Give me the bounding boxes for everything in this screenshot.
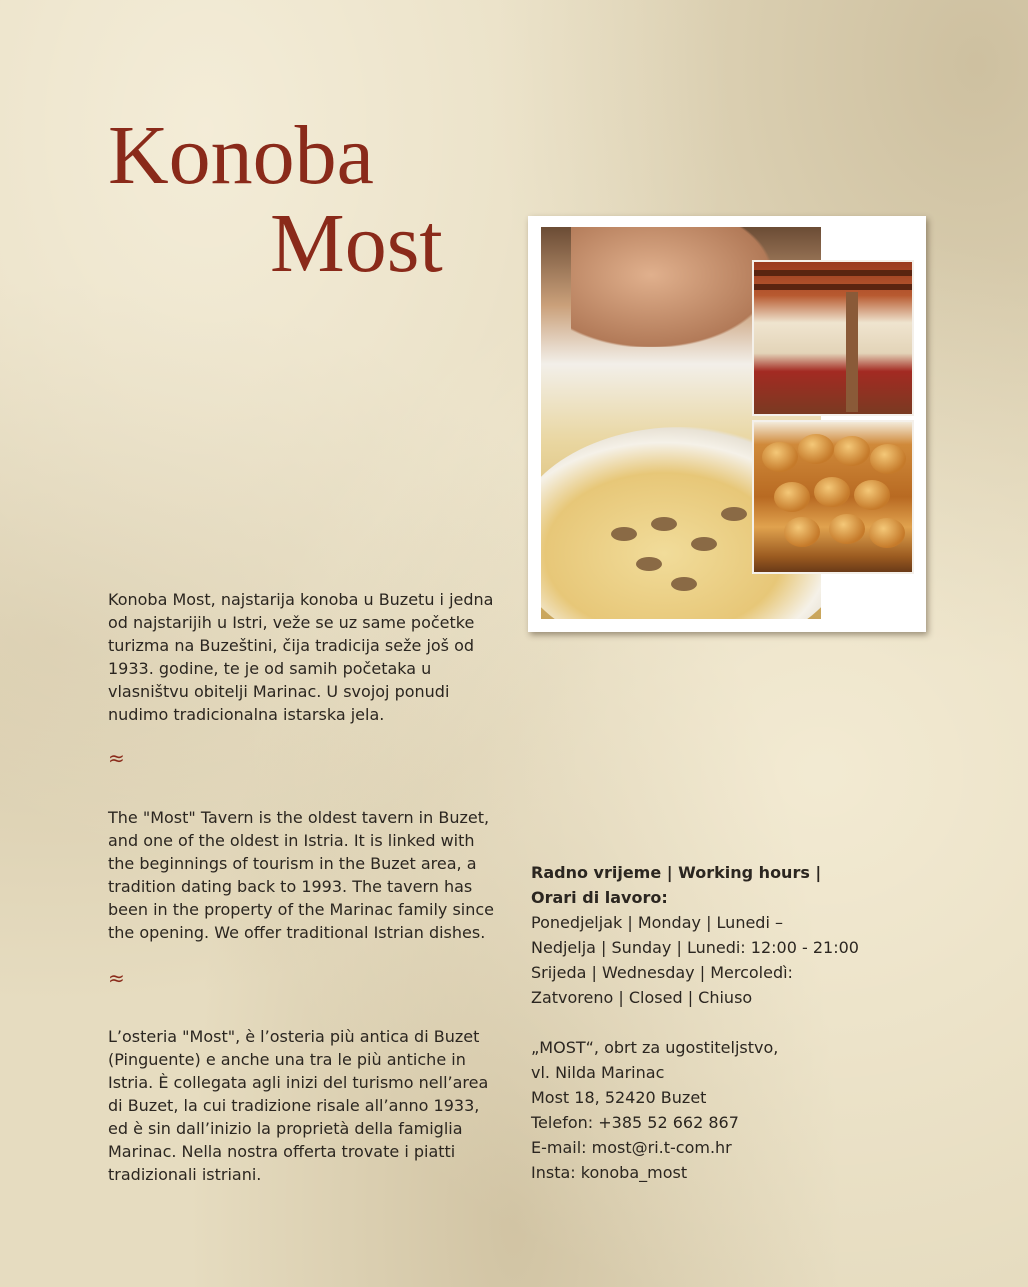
ornament-separator: ≈	[108, 966, 125, 990]
business-name: „MOST“, obrt za ugostiteljstvo,	[531, 1038, 779, 1057]
page-title	[108, 109, 443, 290]
dining-room-photo	[752, 260, 914, 416]
title-line-most: Most	[270, 197, 443, 290]
info-block	[531, 860, 891, 1185]
hours-closed: Zatvoreno | Closed | Chiuso	[531, 988, 753, 1007]
working-hours-heading: Radno vrijeme | Working hours | Orari di lavoro:	[531, 863, 822, 907]
title-line-konoba: Konoba	[108, 109, 374, 202]
phone: Telefon: +385 52 662 867	[531, 1113, 739, 1132]
braided-bread-photo	[752, 420, 914, 574]
email: E-mail: most@ri.t-com.hr	[531, 1138, 732, 1157]
hours-times: Nedjelja | Sunday | Lunedi: 12:00 - 21:00	[531, 938, 859, 957]
address: Most 18, 52420 Buzet	[531, 1088, 707, 1107]
ornament-separator: ≈	[108, 746, 125, 770]
photo-collage	[528, 216, 926, 632]
owner-name: vl. Nilda Marinac	[531, 1063, 665, 1082]
instagram: Insta: konoba_most	[531, 1163, 688, 1182]
hours-closed-day: Srijeda | Wednesday | Mercoledì:	[531, 963, 793, 982]
description-croatian: Konoba Most, najstarija konoba u Buzetu i jedna od najstarijih u Istri, veže se uz same početke turizma na Buzeštini, čija tradicija seže još od 1933. godine, te je od samih početaka u vlasništvu obitelji Marinac. U svojoj ponudi nudimo tradicionalna istarska jela.	[108, 590, 494, 724]
description-italian: L’osteria "Most", è l’osteria più antica di Buzet (Pinguente) e anche una tra le più antiche in Istria. È collegata agli inizi del turismo nell’area di Buzet, la cui tradizione risale all’anno 1933, ed è sin dall’inizio la proprietà della famiglia Marinac. Nella nostra offerta trovate i piatti tradizionali istriani.	[108, 1027, 489, 1184]
description-english: The "Most" Tavern is the oldest tavern in Buzet, and one of the oldest in Istria. It is linked with the beginnings of tourism in the Buzet area, a tradition dating back to 1993. The tavern has been in the property of the Marinac family since the opening. We offer traditional Istrian dishes.	[108, 808, 495, 942]
hours-days: Ponedjeljak | Monday | Lunedi –	[531, 913, 783, 932]
